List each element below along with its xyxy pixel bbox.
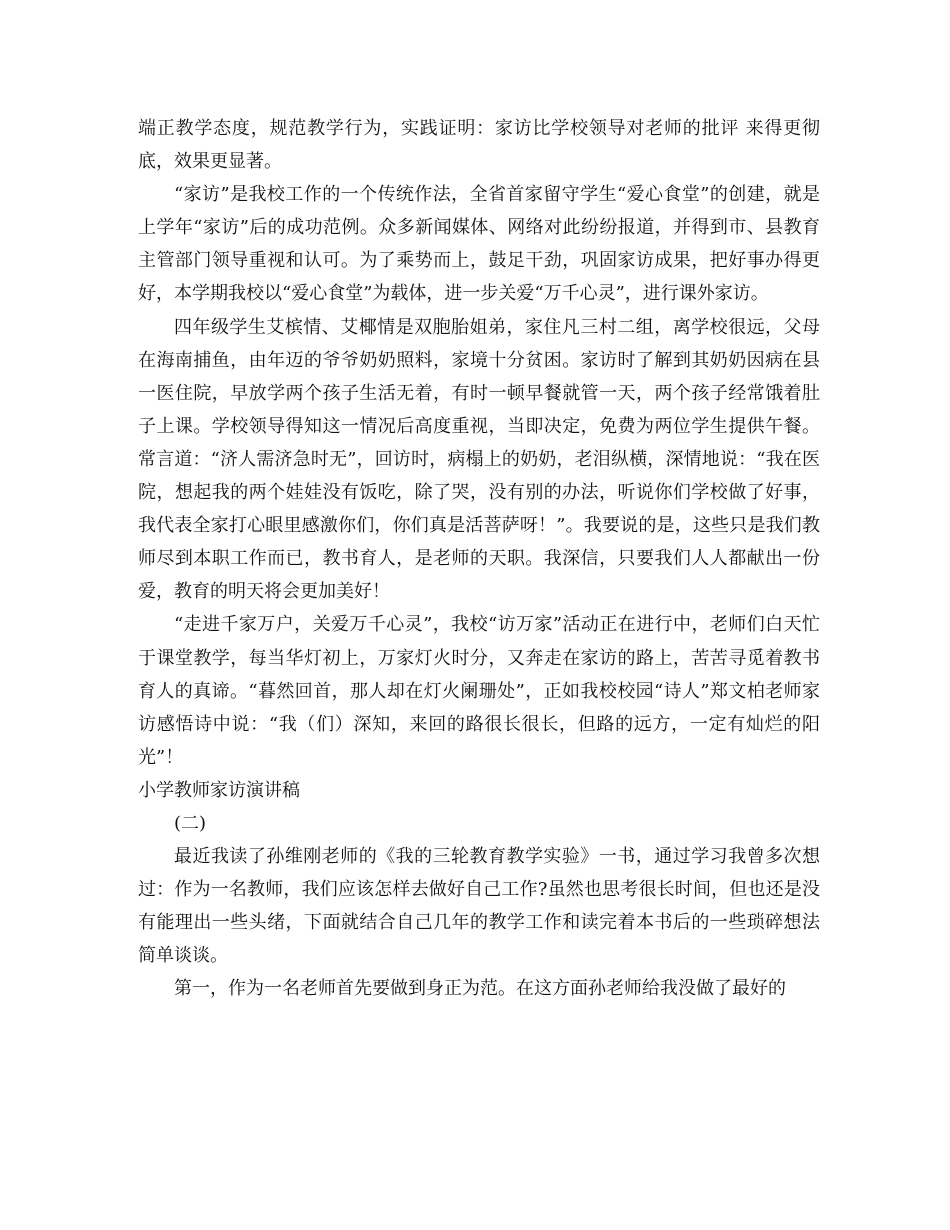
section-title: 小学教师家访演讲稿 (138, 779, 300, 801)
paragraph-3: 四年级学生艾槟情、艾椰情是双胞胎姐弟，家住凡三村二组，离学校很远，父母在海南捕鱼，由年迈的爷爷奶奶照料，家境十分贫困。家访时了解到其奶奶因病在县一医住院，早放学两个孩子生活无着，有时一顿早餐就管一天，两个孩子经常饿着肚子上课。学校领导得知这一情况后高度重视，当即决定，免费为两位学生提供午餐。常言道：“济人需济急时无”，回访时，病榻上的奶奶，老泪纵横，深情地说：“我在医院，想起我的两个娃娃没有饭吃，除了哭，没有别的办法，听说你们学校做了好事，我代表全家打心眼里感激你们，你们真是活菩萨呀！”。我要说的是，这些只是我们教师尽到本职工作而已，教书育人，是老师的天职。我深信，只要我们人人都献出一份爱，教育的明天将会更加美好！ (138, 316, 820, 603)
document-body (138, 112, 820, 1006)
paragraph-5: 最近我读了孙维刚老师的《我的三轮教育教学实验》一书，通过学习我曾多次想过：作为一名教师，我们应该怎样去做好自己工作?虽然也思考很长时间，但也还是没有能理出一些头绪，下面就结合自己几年的教学工作和读完着本书后的一些琐碎想法简单谈谈。 (138, 846, 820, 967)
paragraph-6: 第一，作为一名老师首先要做到身正为范。在这方面孙老师给我没做了最好的 (174, 978, 786, 1000)
paragraph-4: “走进千家万户，关爱万千心灵”，我校“访万家”活动正在进行中，老师们白天忙于课堂教学，每当华灯初上，万家灯火时分，又奔走在家访的路上，苦苦寻觅着教书育人的真谛。“暮然回首，那人却在灯火阑珊处”，正如我校校园“诗人”郑文柏老师家访感悟诗中说：“我（们）深知，来回的路很长很长，但路的远方，一定有灿烂的阳光”！ (138, 614, 820, 768)
paragraph-1: 端正教学态度，规范教学行为，实践证明：家访比学校领导对老师的批评 来得更彻底，效果更显著。 (138, 118, 820, 173)
section-number: (二) (174, 812, 207, 834)
paragraph-2: “家访”是我校工作的一个传统作法，全省首家留守学生“爱心食堂”的创建，就是上学年“家访”后的成功范例。众多新闻媒体、网络对此纷纷报道，并得到市、县教育主管部门领导重视和认可。为了乘势而上，鼓足干劲，巩固家访成果，把好事办得更好，本学期我校以“爱心食堂”为载体，进一步关爱“万千心灵”，进行课外家访。 (138, 184, 820, 305)
